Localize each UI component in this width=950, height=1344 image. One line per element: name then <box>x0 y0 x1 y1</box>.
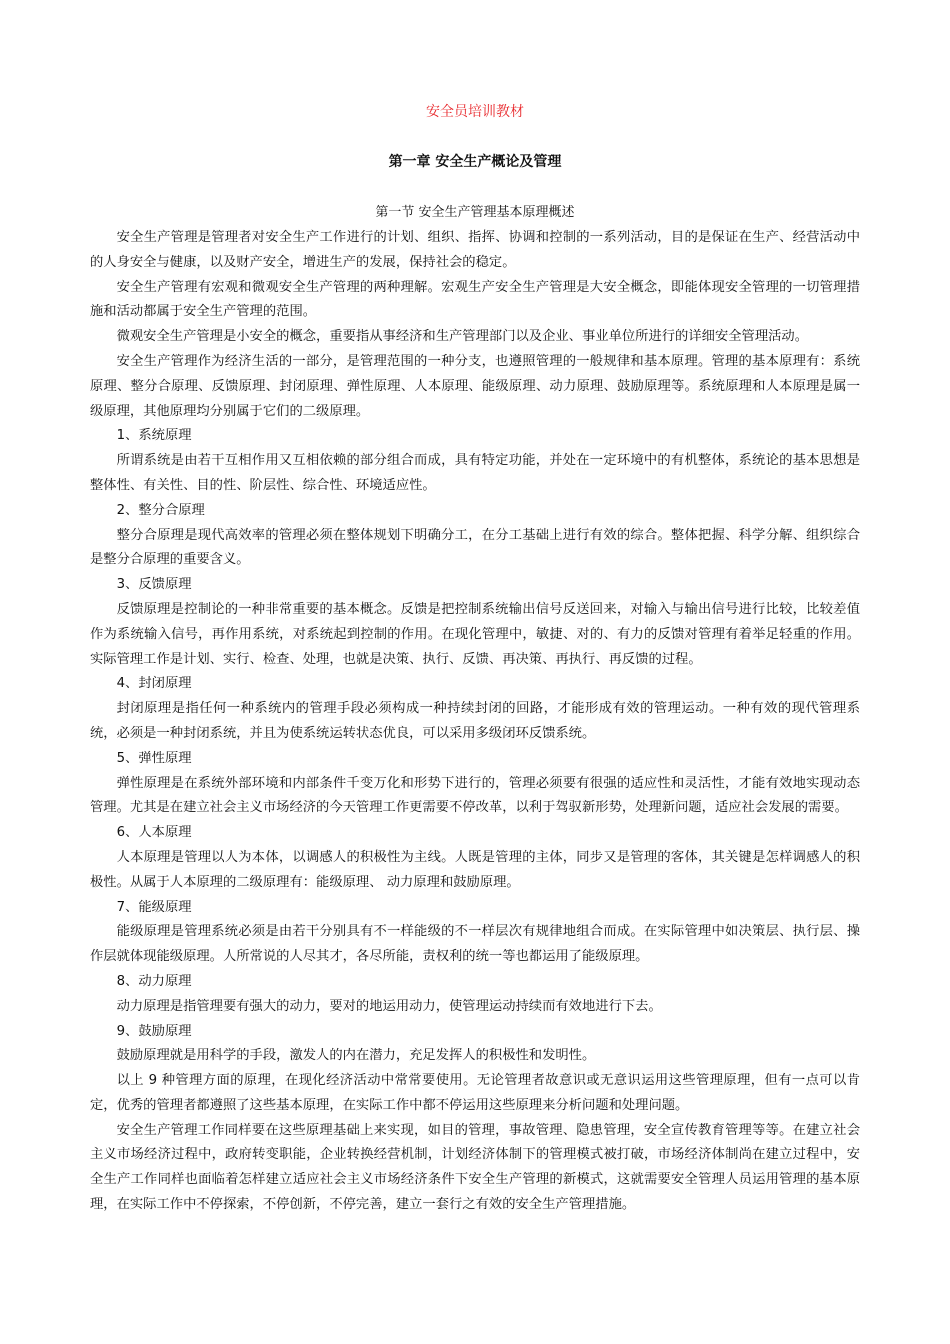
document-title: 安全员培训教材 <box>426 104 524 120</box>
body-paragraph: 封闭原理是指任何一种系统内的管理手段必须构成一种持续封闭的回路，才能形成有效的管理运动。一种有效的现代管理系统，必须是一种封闭系统，并且为使系统运转状态优良，可以采用多级闭环反馈系统。 <box>90 701 860 741</box>
body-paragraph: 弹性原理是在系统外部环境和内部条件千变万化和形势下进行的，管理必须要有很强的适应性和灵活性，才能有效地实现动态管理。尤其是在建立社会主义市场经济的今天管理工作更需要不停改革，以利于驾驭新形势，处理新问题，适应社会发展的需要。 <box>90 775 860 816</box>
body-paragraph: 鼓励原理就是用科学的手段，激发人的内在潜力，充足发挥人的积极性和发明性。 <box>116 1048 596 1064</box>
principle-heading: 5、弹性原理 <box>116 750 192 766</box>
principle-heading: 3、反馈原理 <box>116 577 192 593</box>
principle-heading: 2、整分合原理 <box>116 502 205 518</box>
body-paragraph: 以上 9 种管理方面的原理，在现化经济活动中常常要使用。无论管理者故意识或无意识运用这些管理原理，但有一点可以肯定，优秀的管理者都遵照了这些基本原理，在实际工作中都不停运用这些原理来分析问题和处理问题。 <box>90 1073 860 1113</box>
section-title: 第一节 安全生产管理基本原理概述 <box>375 205 575 220</box>
principle-heading: 6、人本原理 <box>116 825 192 841</box>
body-paragraph: 安全生产管理工作同样要在这些原理基础上来实现，如目的管理，事故管理、隐患管理，安全宣传教育管理等等。在建立社会主义市场经济过程中，政府转变职能，企业转换经营机制，计划经济体制下的管理模式被打破，市场经济体制尚在建立过程中，安全生产工作同样也面临着怎样建立适应社会主义市场经济条件下安全生产管理的新模式，这就需要安全管理人员运用管理的基本原理，在实际工作中不停探索，不停创新，不停完善，建立一套行之有效的安全生产管理措施。 <box>90 1122 860 1213</box>
body-paragraph: 安全生产管理作为经济生活的一部分，是管理范围的一种分支，也遵照管理的一般规律和基本原理。管理的基本原理有：系统原理、整分合原理、反馈原理、封闭原理、弹性原理、人本原理、能级原理、动力原理、鼓励原理等。系统原理和人本原理是属一级原理，其他原理均分别属于它们的二级原理。 <box>90 353 860 419</box>
principle-heading: 7、能级原理 <box>116 899 192 915</box>
principle-heading: 1、系统原理 <box>116 428 192 444</box>
principle-heading: 8、动力原理 <box>116 973 192 989</box>
body-paragraph: 能级原理是管理系统必须是由若干分别具有不一样能级的不一样层次有规律地组合而成。在实际管理中如决策层、执行层、操作层就体现能级原理。人所常说的人尽其才，各尽所能，责权利的统一等也都运用了能级原理。 <box>90 924 860 965</box>
principle-heading: 9、鼓励原理 <box>116 1023 192 1039</box>
document-body <box>90 226 860 1218</box>
body-paragraph: 安全生产管理有宏观和微观安全生产管理的两种理解。宏观生产安全生产管理是大安全概念，即能体现安全管理的一切管理措施和活动都属于安全生产管理的范围。 <box>90 279 860 320</box>
chapter-title: 第一章 安全生产概论及管理 <box>388 154 562 170</box>
body-paragraph: 整分合原理是现代高效率的管理必须在整体规划下明确分工，在分工基础上进行有效的综合。整体把握、科学分解、组织综合是整分合原理的重要含义。 <box>90 527 860 568</box>
body-paragraph: 动力原理是指管理要有强大的动力，要对的地运用动力，使管理运动持续而有效地进行下去。 <box>116 998 662 1014</box>
body-paragraph: 反馈原理是控制论的一种非常重要的基本概念。反馈是把控制系统输出信号反送回来，对输入与输出信号进行比较，比较差值作为系统输入信号，再作用系统，对系统起到控制的作用。在现化管理中，敏捷、对的、有力的反馈对管理有着举足轻重的作用。实际管理工作是计划、实行、检查、处理，也就是决策、执行、反馈、再决策、再执行、再反馈的过程。 <box>90 601 860 667</box>
body-paragraph: 所谓系统是由若干互相作用又互相依赖的部分组合而成，具有特定功能，并处在一定环境中的有机整体，系统论的基本思想是整体性、有关性、目的性、阶层性、综合性、环境适应性。 <box>90 453 860 493</box>
principle-heading: 4、封闭原理 <box>116 676 192 692</box>
body-paragraph: 安全生产管理是管理者对安全生产工作进行的计划、组织、指挥、协调和控制的一系列活动，目的是保证在生产、经营活动中的人身安全与健康，以及财产安全，增进生产的发展，保持社会的稳定。 <box>90 230 860 270</box>
body-paragraph: 微观安全生产管理是小安全的概念，重要指从事经济和生产管理部门以及企业、事业单位所进行的详细安全管理活动。 <box>116 329 809 345</box>
body-paragraph: 人本原理是管理以人为本体，以调感人的积极性为主线。人既是管理的主体，同步又是管理的客体，其关键是怎样调感人的积极性。从属于人本原理的二级原理有：能级原理、 动力原理和鼓励原理。 <box>90 849 860 890</box>
